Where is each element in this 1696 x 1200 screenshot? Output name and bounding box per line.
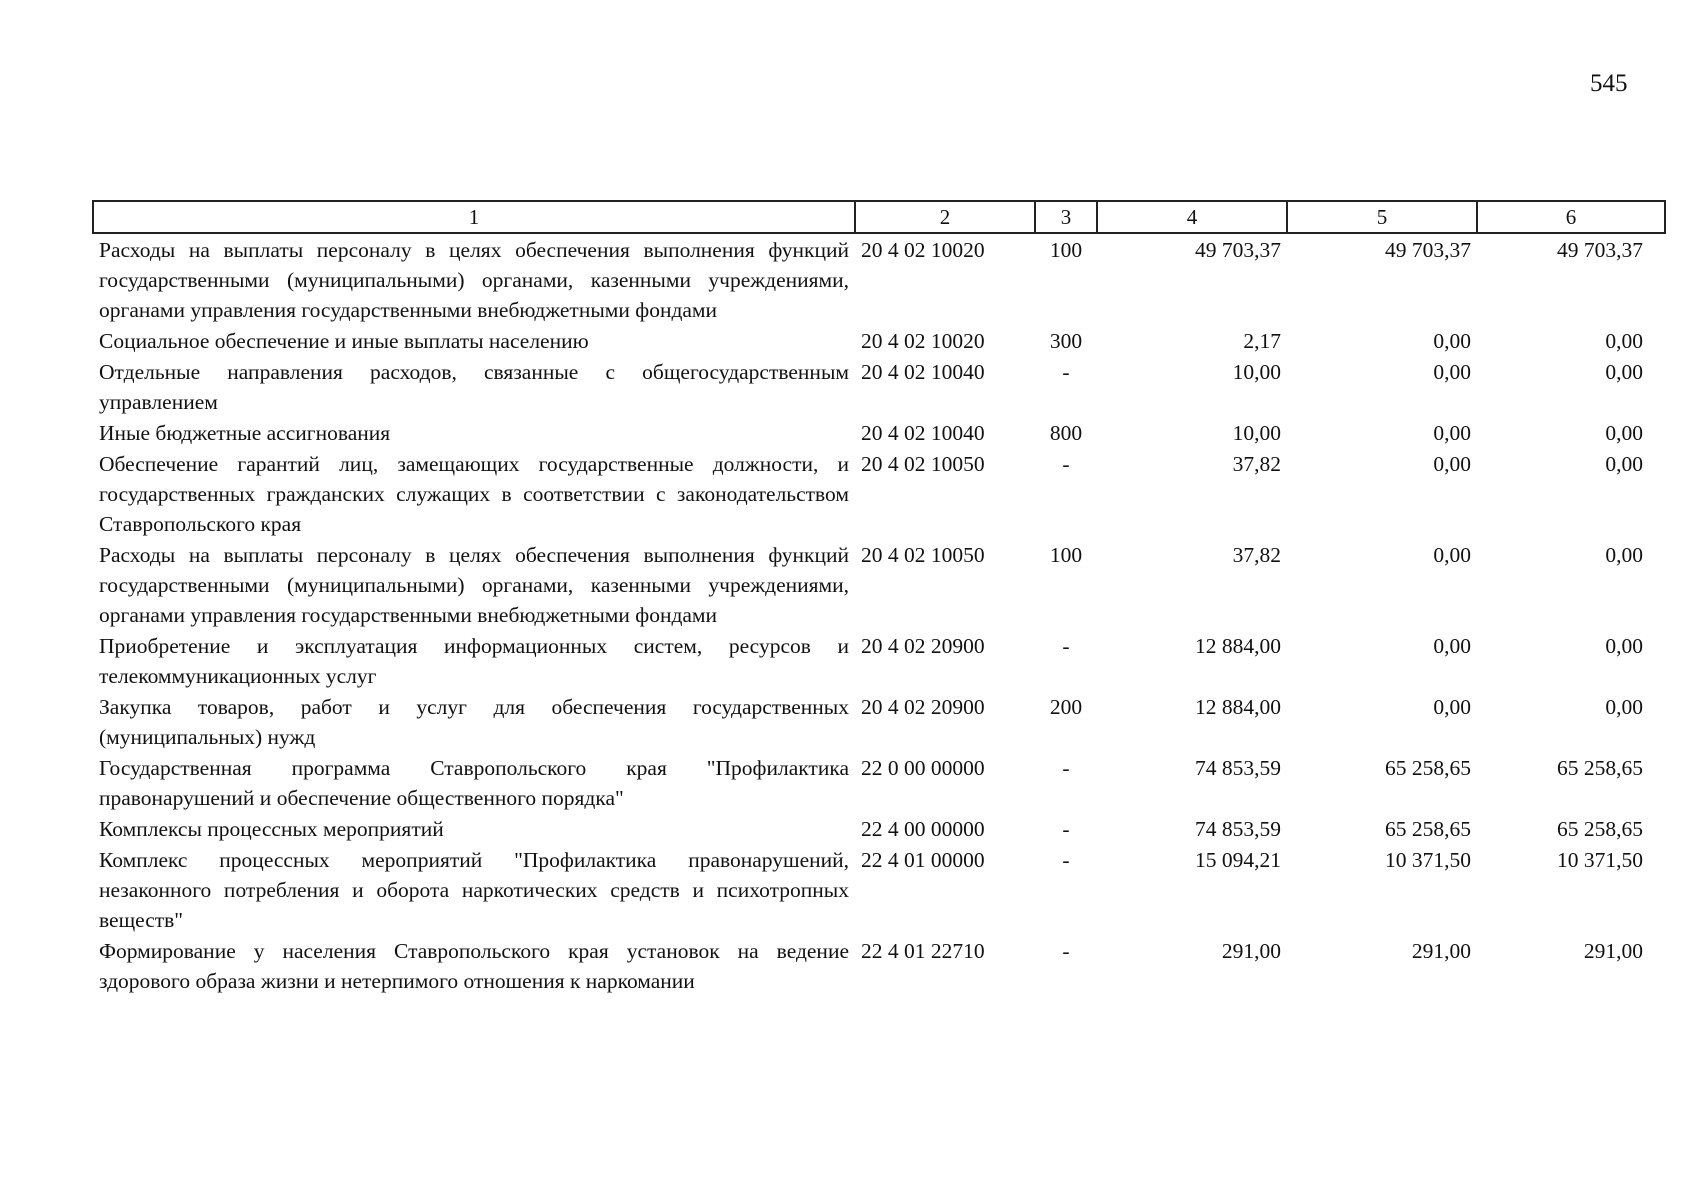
- row-value-6: 49 703,37: [1557, 238, 1643, 262]
- row-expense-type: -: [1062, 848, 1070, 872]
- row-value-6: 0,00: [1605, 421, 1643, 445]
- header-col-3: 3: [1035, 201, 1097, 233]
- row-name: Расходы на выплаты персоналу в целях обеспечения выполнения функций государственными (муниципальными) органами, казенными учреждениями, органами управления государственными внебюджетными фондами: [99, 238, 849, 322]
- header-col-6: 6: [1477, 201, 1665, 233]
- row-value-6: 0,00: [1605, 452, 1643, 476]
- row-value-6: 0,00: [1605, 695, 1643, 719]
- row-name: Формирование у населения Ставропольского края установок на ведение здорового образа жизни и нетерпимого отношения к наркомании: [99, 939, 849, 993]
- table-row: [93, 539, 1665, 630]
- row-code: 20 4 02 10020: [861, 329, 985, 353]
- row-value-4: 37,82: [1232, 452, 1281, 476]
- row-name: Отдельные направления расходов, связанные с общегосударственным управлением: [99, 360, 849, 414]
- row-code: 20 4 02 10040: [861, 421, 985, 445]
- row-value-4: 37,82: [1232, 543, 1281, 567]
- row-value-5: 0,00: [1433, 634, 1471, 658]
- row-value-6: 0,00: [1605, 360, 1643, 384]
- row-value-5: 65 258,65: [1385, 756, 1471, 780]
- row-value-5: 0,00: [1433, 543, 1471, 567]
- row-value-6: 10 371,50: [1557, 848, 1643, 872]
- table-row: [93, 417, 1665, 448]
- row-name: Обеспечение гарантий лиц, замещающих государственные должности, и государственных гражданских служащих в соответствии с законодательством Ставропольского края: [99, 452, 849, 536]
- row-value-5: 0,00: [1433, 695, 1471, 719]
- row-value-5: 291,00: [1411, 939, 1471, 963]
- row-expense-type: -: [1062, 360, 1070, 384]
- row-code: 22 4 00 00000: [861, 817, 985, 841]
- row-name: Комплекс процессных мероприятий "Профилактика правонарушений, незаконного потребления и оборота наркотических средств и психотропных веществ": [99, 848, 849, 932]
- table-row: [93, 233, 1665, 325]
- row-code: 20 4 02 10040: [861, 360, 985, 384]
- row-value-4: 10,00: [1232, 421, 1281, 445]
- row-name: Государственная программа Ставропольского края "Профилактика правонарушений и обеспечение общественного порядка": [99, 756, 849, 810]
- row-value-4: 74 853,59: [1195, 756, 1281, 780]
- row-expense-type: -: [1062, 452, 1070, 476]
- table-row: [93, 691, 1665, 752]
- row-expense-type: 800: [1049, 421, 1083, 445]
- header-col-5: 5: [1287, 201, 1477, 233]
- row-name: Приобретение и эксплуатация информационных систем, ресурсов и телекоммуникационных услуг: [99, 634, 849, 688]
- row-value-5: 49 703,37: [1385, 238, 1471, 262]
- row-name: Иные бюджетные ассигнования: [99, 421, 391, 445]
- row-expense-type: -: [1062, 939, 1070, 963]
- row-value-6: 65 258,65: [1557, 817, 1643, 841]
- row-value-5: 0,00: [1433, 421, 1471, 445]
- row-name: Расходы на выплаты персоналу в целях обеспечения выполнения функций государственными (муниципальными) органами, казенными учреждениями, органами управления государственными внебюджетными фондами: [99, 543, 849, 627]
- row-code: 20 4 02 10050: [861, 543, 985, 567]
- row-code: 20 4 02 10020: [861, 238, 985, 262]
- row-value-4: 291,00: [1221, 939, 1281, 963]
- table-row: [93, 356, 1665, 417]
- row-expense-type: 100: [1049, 238, 1083, 262]
- row-name: Комплексы процессных мероприятий: [99, 817, 444, 841]
- table-row: [93, 325, 1665, 356]
- row-value-6: 65 258,65: [1557, 756, 1643, 780]
- table-row: [93, 630, 1665, 691]
- row-expense-type: -: [1062, 817, 1070, 841]
- table-row: [93, 935, 1665, 996]
- row-value-4: 15 094,21: [1195, 848, 1281, 872]
- row-value-4: 12 884,00: [1195, 634, 1281, 658]
- table-row: [93, 813, 1665, 844]
- row-code: 20 4 02 20900: [861, 634, 985, 658]
- row-expense-type: -: [1062, 756, 1070, 780]
- header-row: [93, 201, 1665, 233]
- row-value-4: 10,00: [1232, 360, 1281, 384]
- row-code: 20 4 02 20900: [861, 695, 985, 719]
- row-value-4: 12 884,00: [1195, 695, 1281, 719]
- row-value-5: 65 258,65: [1385, 817, 1471, 841]
- row-value-6: 291,00: [1583, 939, 1643, 963]
- row-value-6: 0,00: [1605, 543, 1643, 567]
- row-value-5: 10 371,50: [1385, 848, 1471, 872]
- header-col-2: 2: [855, 201, 1035, 233]
- header-col-1: 1: [93, 201, 855, 233]
- row-expense-type: 200: [1049, 695, 1083, 719]
- budget-table: [92, 200, 1666, 996]
- row-value-4: 49 703,37: [1195, 238, 1281, 262]
- header-col-4: 4: [1097, 201, 1287, 233]
- row-expense-type: 300: [1049, 329, 1083, 353]
- row-value-5: 0,00: [1433, 329, 1471, 353]
- row-name: Социальное обеспечение и иные выплаты населению: [99, 329, 589, 353]
- row-value-4: 2,17: [1243, 329, 1281, 353]
- row-code: 22 4 01 22710: [861, 939, 985, 963]
- row-value-6: 0,00: [1605, 634, 1643, 658]
- row-name: Закупка товаров, работ и услуг для обеспечения государственных (муниципальных) нужд: [99, 695, 849, 749]
- table-row: [93, 844, 1665, 935]
- table-row: [93, 752, 1665, 813]
- row-value-5: 0,00: [1433, 452, 1471, 476]
- row-value-4: 74 853,59: [1195, 817, 1281, 841]
- row-code: 20 4 02 10050: [861, 452, 985, 476]
- table-row: [93, 448, 1665, 539]
- page-number: 545: [1590, 70, 1628, 97]
- row-expense-type: 100: [1049, 543, 1083, 567]
- row-code: 22 0 00 00000: [861, 756, 985, 780]
- row-value-5: 0,00: [1433, 360, 1471, 384]
- row-value-6: 0,00: [1605, 329, 1643, 353]
- row-code: 22 4 01 00000: [861, 848, 985, 872]
- row-expense-type: -: [1062, 634, 1070, 658]
